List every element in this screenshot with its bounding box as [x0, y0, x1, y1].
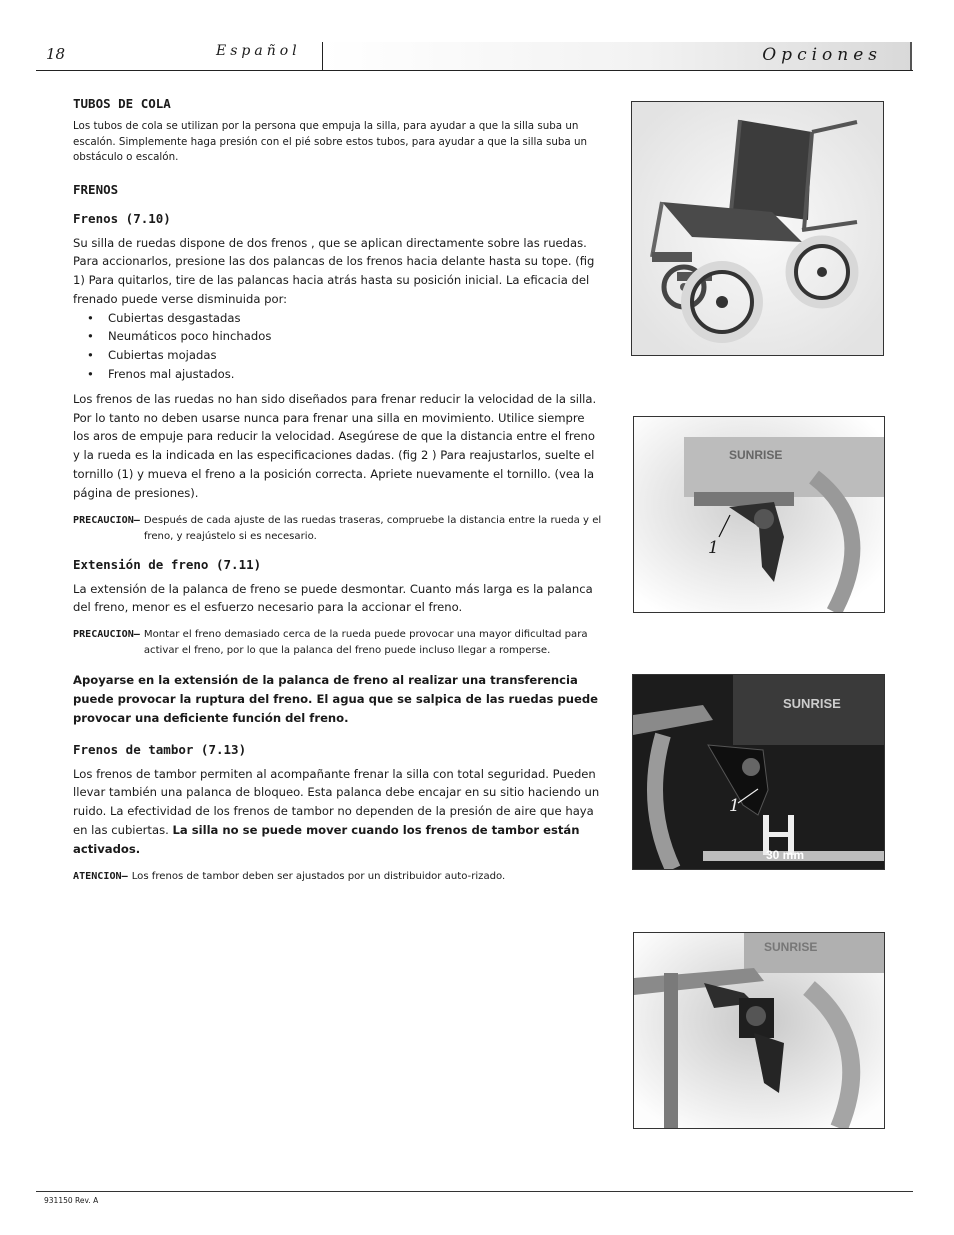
drum-brake-illustration — [634, 933, 884, 1128]
language-label: Español — [216, 43, 301, 59]
brake-illustration — [634, 417, 884, 612]
paragraph-frenos-adjust: Los frenos de las ruedas no han sido diseñados para frenar reducir la velocidad de la silla. Por lo tanto no deben usarse nunca para frenar una silla en movimiento. Utilice siempre los aros de empuje para reducir la velocidad. Asegúrese de que la distancia entre el freno y la rueda es la indicada en las especificaciones dadas. (fig 2 ) Para reajustarlos, suelte el tornillo (1) y mueva el freno a la posición correcta. Apriete nuevamente el tornillo. (vea la página de presiones). — [73, 391, 597, 500]
attention-label: ATENCION– — [73, 870, 128, 882]
page-number: 18 — [46, 45, 66, 63]
brand-logo: SUNRISE — [783, 696, 841, 711]
dimension-label: 30 mm — [766, 848, 805, 862]
bullet-icon: • — [87, 310, 94, 325]
list-item — [87, 327, 603, 346]
caution-text: Después de cada ajuste de las ruedas traseras, compruebe la distancia entre la rueda y el freno, y reajústelo si es necesario. — [143, 514, 602, 542]
brand-watermark: SUNRISE — [764, 940, 818, 954]
section-title: Opciones — [762, 45, 882, 65]
callout-1: 1 — [708, 538, 719, 558]
paragraph-tubos: Los tubos de cola se utilizan por la persona que empuja la silla, para ayudar a que la silla suba un escalón. Simplemente haga presión con el pié sobre estos tubos, para ayudar a que la silla suba un obstáculo o escalón. — [73, 120, 588, 163]
paragraph-tambor — [73, 765, 603, 859]
brake-distance-photo — [632, 674, 885, 870]
callout-1: 1 — [729, 796, 740, 816]
caution-note-2 — [73, 627, 603, 659]
list-item — [87, 346, 603, 365]
bullet-icon: • — [87, 348, 94, 363]
footer-rule — [36, 1191, 913, 1192]
wheelchair-illustration — [632, 102, 883, 355]
list-item-text: Neumáticos poco hinchados — [108, 329, 272, 344]
caution-label: PRECAUCION– — [73, 514, 140, 526]
list-item — [87, 365, 603, 384]
list-item-text: Cubiertas mojadas — [108, 348, 217, 363]
brake-factors-list — [87, 309, 603, 384]
caution-label: PRECAUCION– — [73, 629, 140, 641]
document-code: 931150 Rev. A — [44, 1196, 99, 1205]
bullet-icon: • — [87, 329, 94, 344]
brand-watermark: SUNRISE — [729, 448, 783, 462]
header-rule — [36, 70, 913, 71]
list-item-text: Frenos mal ajustados. — [108, 367, 235, 382]
warning-paragraph: Apoyarse en la extensión de la palanca de freno al realizar una transferencia puede provocar la ruptura del freno. El agua que se salpica de las ruedas puede provocar una deficiente función del freno. — [73, 673, 599, 725]
page-header — [36, 42, 913, 71]
drum-brake-photo — [633, 932, 885, 1129]
heading-tubos-de-cola: TUBOS DE COLA — [73, 96, 171, 111]
paragraph-extension: La extensión de la palanca de freno se puede desmontar. Cuanto más larga es la palanca del freno, menor es el esfuerzo necesario para la accionar el freno. — [73, 581, 593, 615]
section-banner — [323, 42, 912, 70]
paragraph-tambor-text: Los frenos de tambor permiten al acompañante frenar la silla con total seguridad. Pueden llevar también una palanca de bloqueo. Esta palanca debe encajar en su sitio haciendo un ruido. La efectividad de los frenos de tambor no dependen de la presión de aire que haya en las cubiertas. — [73, 766, 600, 838]
main-content — [73, 96, 603, 897]
caution-text: Montar el freno demasiado cerca de la rueda puede provocar una mayor dificultad para activar el freno, por lo que la palanca del freno puede incluso llegar a romperse. — [143, 629, 588, 657]
paragraph-frenos-intro: Su silla de ruedas dispone de dos frenos , que se aplican directamente sobre las ruedas. Para accionarlos, presione las dos palancas de los frenos hacia delante hasta su tope. (fig 1) Para quitarlos, tire de las palancas hacia atrás hasta su posición inicial. La eficacia del frenado puede verse disminuida por: — [73, 235, 595, 306]
list-item-text: Cubiertas desgastadas — [108, 310, 241, 325]
subheading-extension-freno: Extensión de freno (7.11) — [73, 556, 262, 572]
bullet-icon: • — [87, 367, 94, 382]
brake-distance-illustration — [633, 675, 884, 869]
heading-frenos: FRENOS — [73, 181, 119, 197]
wheelchair-photo — [631, 101, 884, 356]
attention-text: Los frenos de tambor deben ser ajustados por un distribuidor auto-rizado. — [131, 870, 506, 882]
subheading-frenos-710: Frenos (7.10) — [73, 210, 171, 226]
attention-note — [73, 869, 603, 885]
caution-note-1 — [73, 513, 603, 545]
subheading-frenos-tambor: Frenos de tambor (7.13) — [73, 741, 247, 757]
brake-photo — [633, 416, 885, 613]
list-item — [87, 309, 603, 328]
paragraph-tambor-bold: La silla no se puede mover cuando los frenos de tambor están activados. — [73, 823, 580, 856]
